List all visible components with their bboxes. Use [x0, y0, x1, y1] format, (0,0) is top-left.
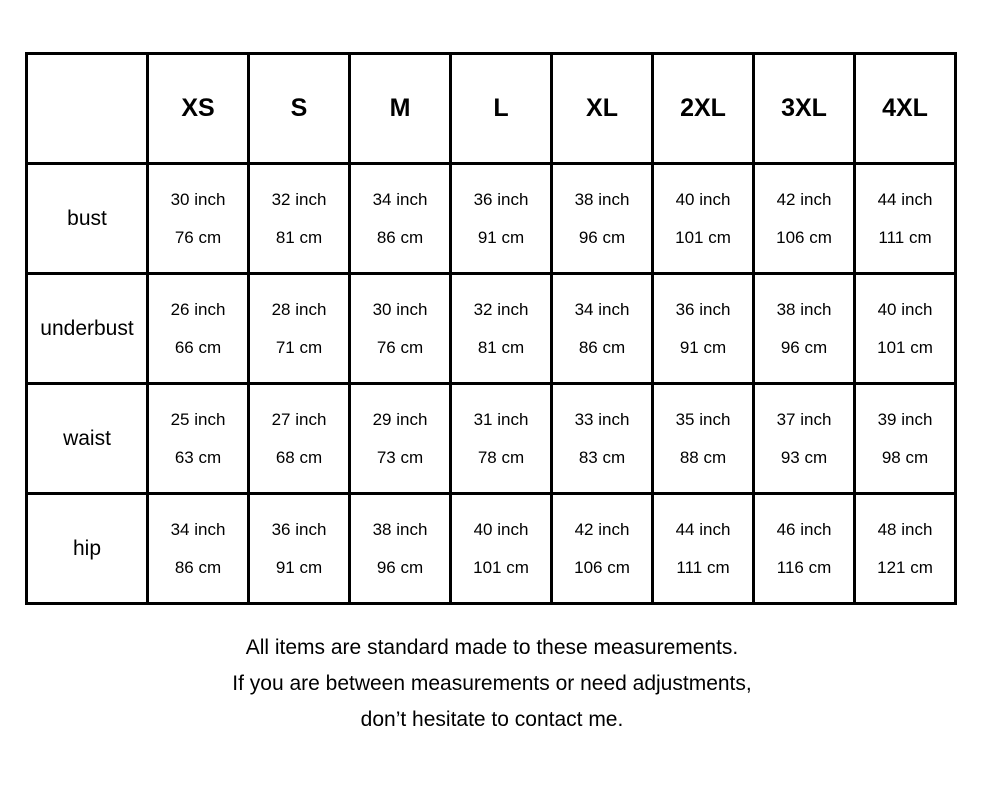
- row-label: underbust: [27, 274, 148, 384]
- measurement-cell: [552, 164, 653, 274]
- measurement-inch: 40 inch: [675, 189, 731, 209]
- measurement-inch: 26 inch: [170, 299, 226, 319]
- row-label: bust: [27, 164, 148, 274]
- measurement-inch: 25 inch: [170, 409, 226, 429]
- measurement-inch: 32 inch: [473, 299, 529, 319]
- measurement-inch: 40 inch: [877, 299, 933, 319]
- measurement-cell: [350, 494, 451, 604]
- size-header-s: S: [249, 54, 350, 164]
- measurement-cell: [249, 384, 350, 494]
- measurement-cell: [350, 384, 451, 494]
- measurement-cell: [148, 494, 249, 604]
- measurement-cell: [653, 384, 754, 494]
- measurement-cell: [350, 164, 451, 274]
- size-chart-table: [25, 52, 957, 605]
- measurement-cm: 121 cm: [877, 557, 933, 577]
- measurement-cm: 66 cm: [174, 337, 222, 357]
- measurement-inch: 33 inch: [574, 409, 630, 429]
- measurement-cm: 68 cm: [275, 447, 323, 467]
- measurement-cm: 91 cm: [477, 227, 525, 247]
- measurement-cm: 86 cm: [578, 337, 626, 357]
- measurement-cell: [754, 274, 855, 384]
- measurement-cell: [754, 164, 855, 274]
- measurement-cm: 91 cm: [275, 557, 323, 577]
- measurement-inch: 29 inch: [372, 409, 428, 429]
- measurement-inch: 32 inch: [271, 189, 327, 209]
- measurement-cm: 96 cm: [376, 557, 424, 577]
- measurement-cell: [148, 384, 249, 494]
- measurement-cell: [451, 274, 552, 384]
- measurement-cm: 101 cm: [473, 557, 529, 577]
- measurement-cell: [249, 494, 350, 604]
- measurement-cell: [653, 164, 754, 274]
- measurement-cell: [855, 494, 956, 604]
- measurement-cm: 101 cm: [675, 227, 731, 247]
- size-header-xs: XS: [148, 54, 249, 164]
- measurement-cell: [350, 274, 451, 384]
- measurement-cell: [653, 274, 754, 384]
- measurement-inch: 30 inch: [372, 299, 428, 319]
- size-header-xl: XL: [552, 54, 653, 164]
- measurement-cm: 71 cm: [275, 337, 323, 357]
- measurement-inch: 31 inch: [473, 409, 529, 429]
- size-header-row: [27, 54, 956, 164]
- measurement-inch: 40 inch: [473, 519, 529, 539]
- measurement-cm: 96 cm: [578, 227, 626, 247]
- measurement-cell: [754, 494, 855, 604]
- size-header-m: M: [350, 54, 451, 164]
- measurement-inch: 34 inch: [170, 519, 226, 539]
- measurement-cm: 111 cm: [676, 557, 730, 577]
- size-header-3xl: 3XL: [754, 54, 855, 164]
- measurement-cm: 83 cm: [578, 447, 626, 467]
- measurement-row-hip: [27, 494, 956, 604]
- measurement-cm: 78 cm: [477, 447, 525, 467]
- measurement-row-underbust: [27, 274, 956, 384]
- measurement-inch: 38 inch: [372, 519, 428, 539]
- measurement-cm: 81 cm: [477, 337, 525, 357]
- measurement-cm: 116 cm: [776, 557, 832, 577]
- size-chart-body: [27, 54, 956, 604]
- measurement-cell: [249, 164, 350, 274]
- measurement-inch: 44 inch: [877, 189, 933, 209]
- measurement-cm: 76 cm: [376, 337, 424, 357]
- size-header-l: L: [451, 54, 552, 164]
- row-label: hip: [27, 494, 148, 604]
- measurement-inch: 42 inch: [574, 519, 630, 539]
- measurement-cell: [451, 494, 552, 604]
- measurement-cm: 101 cm: [877, 337, 933, 357]
- measurement-inch: 46 inch: [776, 519, 832, 539]
- measurement-cell: [754, 384, 855, 494]
- measurement-cm: 96 cm: [780, 337, 828, 357]
- measurement-inch: 34 inch: [372, 189, 428, 209]
- measurement-inch: 34 inch: [574, 299, 630, 319]
- measurement-inch: 36 inch: [473, 189, 529, 209]
- measurement-cm: 106 cm: [574, 557, 630, 577]
- measurement-inch: 42 inch: [776, 189, 832, 209]
- measurement-cm: 81 cm: [275, 227, 323, 247]
- measurement-cm: 73 cm: [376, 447, 424, 467]
- measurement-row-bust: [27, 164, 956, 274]
- measurement-cm: 86 cm: [174, 557, 222, 577]
- size-header-2xl: 2XL: [653, 54, 754, 164]
- measurement-inch: 36 inch: [271, 519, 327, 539]
- row-label: waist: [27, 384, 148, 494]
- footer-note: [0, 630, 984, 738]
- measurement-inch: 38 inch: [574, 189, 630, 209]
- measurement-cell: [552, 384, 653, 494]
- measurement-inch: 44 inch: [675, 519, 731, 539]
- measurement-inch: 39 inch: [877, 409, 933, 429]
- measurement-inch: 36 inch: [675, 299, 731, 319]
- measurement-cell: [451, 164, 552, 274]
- measurement-cell: [451, 384, 552, 494]
- measurement-row-waist: [27, 384, 956, 494]
- measurement-cm: 98 cm: [881, 447, 929, 467]
- footer-line-1: All items are standard made to these measurements.: [245, 636, 739, 659]
- measurement-cm: 106 cm: [776, 227, 832, 247]
- measurement-cm: 93 cm: [780, 447, 828, 467]
- measurement-cell: [653, 494, 754, 604]
- measurement-cell: [855, 164, 956, 274]
- measurement-inch: 37 inch: [776, 409, 832, 429]
- measurement-cell: [148, 274, 249, 384]
- footer-line-3: don’t hesitate to contact me.: [360, 708, 624, 731]
- measurement-cm: 86 cm: [376, 227, 424, 247]
- measurement-inch: 27 inch: [271, 409, 327, 429]
- measurement-inch: 28 inch: [271, 299, 327, 319]
- footer-line-2: If you are between measurements or need adjustments,: [232, 672, 752, 695]
- measurement-inch: 30 inch: [170, 189, 226, 209]
- measurement-cm: 76 cm: [174, 227, 222, 247]
- measurement-cell: [552, 494, 653, 604]
- measurement-cell: [855, 274, 956, 384]
- measurement-inch: 48 inch: [877, 519, 933, 539]
- measurement-inch: 38 inch: [776, 299, 832, 319]
- corner-cell: [27, 54, 148, 164]
- size-header-4xl: 4XL: [855, 54, 956, 164]
- measurement-cm: 91 cm: [679, 337, 727, 357]
- measurement-inch: 35 inch: [675, 409, 731, 429]
- measurement-cell: [148, 164, 249, 274]
- measurement-cm: 111 cm: [878, 227, 932, 247]
- measurement-cell: [855, 384, 956, 494]
- measurement-cell: [552, 274, 653, 384]
- measurement-cm: 88 cm: [679, 447, 727, 467]
- measurement-cell: [249, 274, 350, 384]
- measurement-cm: 63 cm: [174, 447, 222, 467]
